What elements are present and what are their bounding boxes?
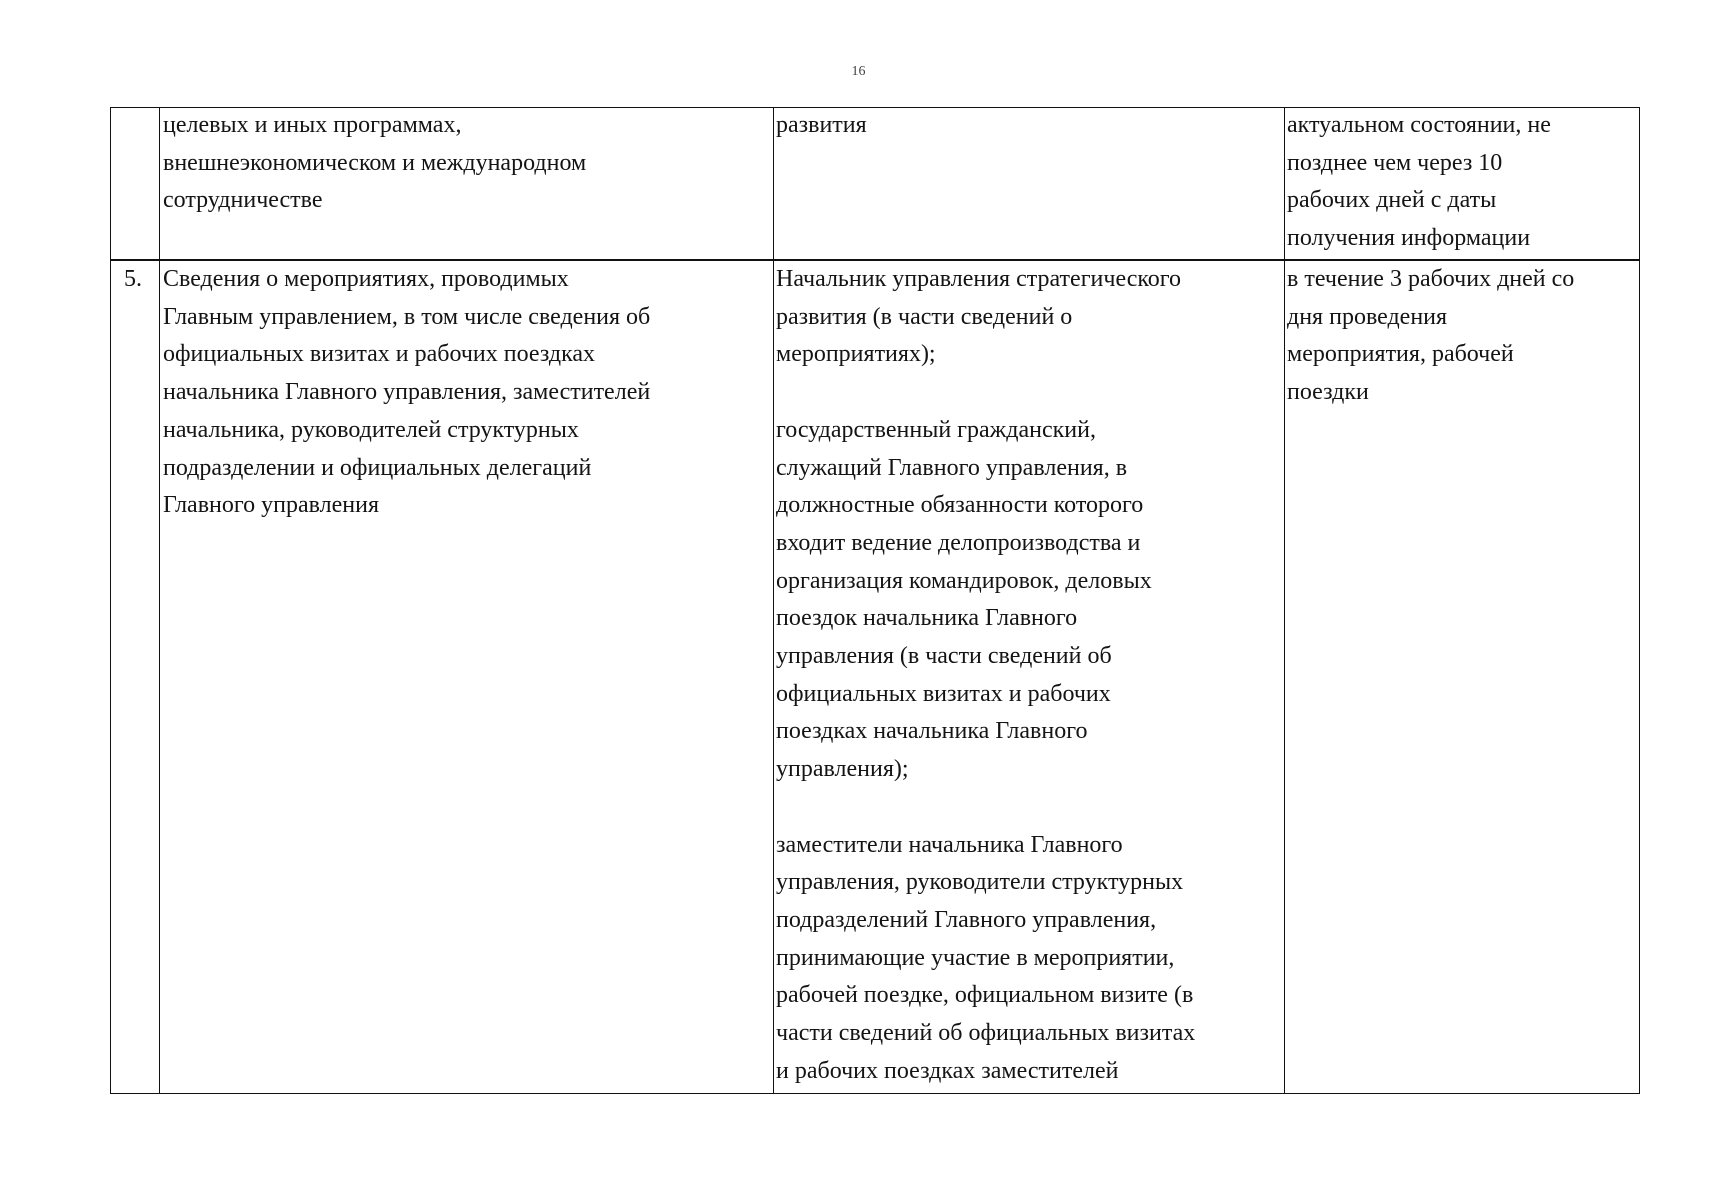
text-line: Сведения о мероприятиях, проводимых [163, 266, 569, 292]
page-number: 16 [851, 64, 866, 79]
column-divider [773, 108, 774, 1093]
row-1-deadline [1287, 107, 1551, 258]
text-line: мероприятиях); [776, 341, 936, 368]
text-line: Главного управления [163, 492, 379, 519]
text-line: в течение 3 рабочих дней со [1287, 266, 1575, 292]
text-line: официальных визитах и рабочих [776, 680, 1111, 707]
text-line: и рабочих поездках заместителей [776, 1057, 1119, 1084]
text-line: управления (в части сведений об [776, 643, 1112, 670]
text-line: подразделении и официальных делегаций [163, 454, 592, 481]
row-1-responsible [776, 107, 867, 145]
text-line: начальника, руководителей структурных [163, 416, 579, 443]
paragraph-gap [776, 374, 1195, 412]
text-line: подразделений Главного управления, [776, 906, 1157, 933]
text-line: начальника Главного управления, заместителей [163, 379, 651, 406]
text-line: сотрудничестве [163, 187, 323, 214]
text-line: служащий Главного управления, в [776, 454, 1128, 481]
text-line: получения информации [1287, 225, 1531, 252]
column-divider [159, 108, 160, 1093]
text-line: поездки [1287, 379, 1369, 406]
row-number: 5. [124, 266, 142, 292]
text-line: части сведений об официальных визитах [776, 1020, 1196, 1047]
text-line: официальных визитах и рабочих поездках [163, 341, 596, 368]
text-line: государственный гражданский, [776, 416, 1096, 443]
row-5-description [163, 261, 650, 525]
document-table [110, 107, 1640, 1094]
text-line: должностные обязанности которого [776, 492, 1144, 519]
text-line: рабочих дней с даты [1287, 187, 1497, 214]
paragraph-gap [776, 789, 1195, 827]
text-line: рабочей поездке, официальном визите (в [776, 982, 1194, 1009]
text-line: целевых и иных программах, [163, 112, 462, 138]
text-line: управления, руководители структурных [776, 869, 1184, 896]
text-line: развития [776, 112, 867, 138]
text-line: входит ведение делопроизводства и [776, 529, 1141, 556]
text-line: поездок начальника Главного [776, 605, 1078, 632]
text-line: организация командировок, деловых [776, 567, 1152, 594]
text-line: управления); [776, 756, 909, 783]
row-5-deadline [1287, 261, 1574, 412]
text-line: дня проведения [1287, 303, 1448, 330]
text-line: внешнеэкономическом и международном [163, 149, 587, 176]
text-line: Главным управлением, в том числе сведения об [163, 303, 651, 330]
text-line: мероприятия, рабочей [1287, 341, 1514, 368]
column-divider [1284, 108, 1285, 1093]
text-line: актуальном состоянии, не [1287, 112, 1551, 138]
row-5-responsible [776, 261, 1195, 1090]
row-1-description [163, 107, 586, 220]
text-line: Начальник управления стратегического [776, 266, 1182, 292]
text-line: заместители начальника Главного [776, 831, 1123, 858]
text-line: принимающие участие в мероприятии, [776, 944, 1175, 971]
text-line: поездках начальника Главного [776, 718, 1088, 745]
text-line: развития (в части сведений о [776, 303, 1073, 330]
text-line: позднее чем через 10 [1287, 149, 1503, 176]
